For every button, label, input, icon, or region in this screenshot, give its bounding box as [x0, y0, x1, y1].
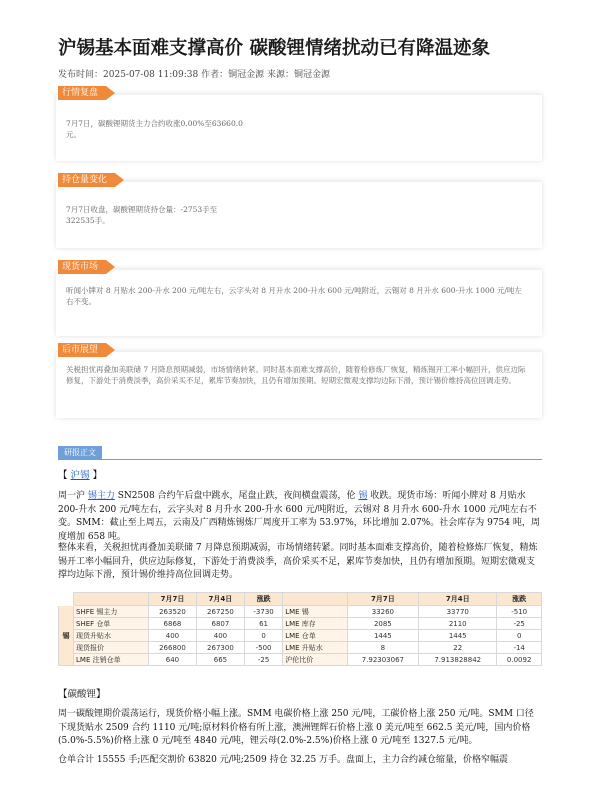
- research-section-tag: 研报正文: [58, 446, 102, 459]
- table-header: 涨跌: [497, 593, 542, 606]
- table-cell: LME 注销仓单: [74, 654, 149, 666]
- outlook-label: 后市展望: [58, 343, 106, 357]
- table-cell: SHEF 仓单: [74, 618, 149, 630]
- table-cell: 2085: [347, 618, 419, 630]
- table-cell: 沪伦比价: [283, 654, 347, 666]
- table-row: [59, 630, 542, 642]
- tin-link[interactable]: 沪锡: [70, 470, 90, 481]
- table-cell: 0: [497, 630, 542, 642]
- publish-time: 2025-07-08 11:09:38: [103, 70, 199, 80]
- lithium-heading: 【碳酸锂】: [58, 689, 106, 700]
- spot-market-label: 现货市场: [58, 260, 106, 274]
- open-interest-text: 7月7日收盘，碳酸锂期货持仓量：-2753手至322535手。: [66, 205, 218, 225]
- open-interest-label: 持仓量变化: [58, 173, 115, 187]
- publish-time-label: 发布时间：: [58, 70, 104, 80]
- table-cell: 0.0092: [497, 654, 542, 666]
- table-cell: SHFE 锡主力: [74, 606, 149, 618]
- table-cell: -500: [244, 642, 282, 654]
- lithium-paragraph-2: 仓单合计 15555 手;匹配交割价 63820 元/吨;2509 持仓 32.25 万手。盘面上，主力合约减仓缩量，价格窄幅震: [58, 755, 509, 765]
- page-title: 沪锡基本面难支撑高价 碳酸锂情绪扰动已有降温迹象: [58, 38, 490, 59]
- tin-p1-part-b: SN2508 合约午后盘中跳水，尾盘止跌，夜间横盘震荡，伦: [114, 491, 359, 501]
- table-cell: 现货报价: [74, 642, 149, 654]
- outlook-text: 关税担忧再叠加美联储 7 月降息预期减弱，市场情绪转紧。同时基本面难支撑高价，随着检修炼厂恢复，精炼锡开工率小幅回升，供应边际修复，下游处于消费淡季，高价采买不足，累库节奏加快，且仍有增加预期。短期宏微观支撑均边际下滑，预计锡价维持高位回调走势。: [66, 365, 526, 385]
- tin-main-contract-link[interactable]: 锡主力: [87, 491, 115, 501]
- table-cell: LME 库存: [283, 618, 347, 630]
- table-header-row: [59, 593, 542, 606]
- table-cell: 22: [419, 642, 497, 654]
- table-header: 7月7日: [148, 593, 196, 606]
- table-cell: 267300: [196, 642, 244, 654]
- table-cell: 7.913828842: [419, 654, 497, 666]
- tin-paragraph-2: 整体来看，关税担忧再叠加美联储 7 月降息预期减弱，市场情绪转紧。同时基本面难支撑高价，随着检修炼厂恢复，精炼锡开工率小幅回升，供应边际修复，下游处于消费淡季，高价采买不足，累库节奏加快，且仍有增加预期。短期宏微观支撑均边际下滑，预计锡价维持高位回调走势。: [58, 543, 538, 581]
- tin-heading-close: 】: [89, 470, 103, 481]
- table-cell: 665: [196, 654, 244, 666]
- table-cell: 7.92303067: [347, 654, 419, 666]
- table-cell: LME 升贴水: [283, 642, 347, 654]
- market-review-text: 7月7日，碳酸锂期货主力合约收涨0.00%至63660.0元。: [66, 119, 243, 139]
- source-label: 来源：: [264, 70, 294, 80]
- table-cell: 267250: [196, 606, 244, 618]
- table-cell: 2110: [419, 618, 497, 630]
- table-cell: -3730: [244, 606, 282, 618]
- table-cell: 640: [148, 654, 196, 666]
- table-header: 涨跌: [244, 593, 282, 606]
- table-header: [74, 593, 149, 606]
- table-cell: -510: [497, 606, 542, 618]
- tin-p1-part-c: 收跌。现货市场：听闻小牌对 8 月贴水 200-升水 200 元/吨左右，云字头对 8 月升水 200-升水 600 元/吨附近，云锡对 8 月升水 600-升水 1000 元/吨左右不变。SMM：截止至上周五，云南及广西精炼锡炼厂周度开工率为 53.97%，环比增加 2.07%。社会库存为 9754 吨，周度增加 658 吨。: [58, 491, 540, 542]
- author: 铜冠金源: [228, 70, 265, 80]
- table-cell: 33260: [347, 606, 419, 618]
- table-header: 7月4日: [419, 593, 497, 606]
- table-cell: 263520: [148, 606, 196, 618]
- tin-heading: [58, 467, 102, 481]
- table-cell: 0: [244, 630, 282, 642]
- table-header: 7月4日: [196, 593, 244, 606]
- table-cell: 现货升贴水: [74, 630, 149, 642]
- table-header: 7月7日: [347, 593, 419, 606]
- table-cell: 1445: [347, 630, 419, 642]
- author-label: 作者：: [198, 70, 229, 80]
- tin-heading-open: 【: [58, 470, 71, 481]
- table-header: [283, 593, 347, 606]
- table-cell: -14: [497, 642, 542, 654]
- table-cell: 33770: [419, 606, 497, 618]
- source: 铜冠金源: [293, 70, 330, 80]
- table-cell: LME 仓单: [283, 630, 347, 642]
- spot-market-text: 听闻小牌对 8 月贴水 200-升水 200 元/吨左右，云字头对 8 月升水 200-升水 600 元/吨附近，云锡对 8 月升水 600-升水 1000 元/吨左右不变。: [66, 286, 522, 306]
- table-corner: [59, 593, 74, 606]
- table-cell: -25: [497, 618, 542, 630]
- section-divider: [58, 459, 542, 460]
- table-cell: 400: [196, 630, 244, 642]
- table-row: [59, 654, 542, 666]
- table-cell: -25: [244, 654, 282, 666]
- lithium-paragraph-1: 周一碳酸锂期价震荡运行，现货价格小幅上涨。SMM 电碳价格上涨 250 元/吨，工碳价格上涨 250 元/吨。SMM 口径下现货贴水 2509 合约 1110 元/吨;原材料价格有所上涨，澳洲锂辉石价格上涨 0 美元/吨至 662.5 美元/吨，国内价格(5.0%-5.5%)价格上涨 0 元/吨至 4840 元/吨，锂云母(2.0%-2.5%)价格上涨 0 元/吨至 1327.5 元/吨。: [58, 709, 534, 747]
- article-meta: [58, 67, 330, 80]
- table-cell: 1445: [419, 630, 497, 642]
- table-cell: 6807: [196, 618, 244, 630]
- market-review-label: 行情复盘: [58, 86, 106, 100]
- table-cell: 6868: [148, 618, 196, 630]
- table-row: [59, 606, 542, 618]
- table-cell: 61: [244, 618, 282, 630]
- table-cell: LME 锡: [283, 606, 347, 618]
- table-row: [59, 618, 542, 630]
- table-cell: 8: [347, 642, 419, 654]
- table-row: [59, 642, 542, 654]
- table-cell: 266800: [148, 642, 196, 654]
- lme-tin-link[interactable]: 锡: [358, 491, 368, 501]
- table-side-label: 锡: [59, 606, 74, 666]
- tin-quote-table: [58, 592, 542, 666]
- tin-p1-part-a: 周一沪: [58, 491, 88, 501]
- tin-paragraph-1: [58, 490, 542, 544]
- table-cell: 400: [148, 630, 196, 642]
